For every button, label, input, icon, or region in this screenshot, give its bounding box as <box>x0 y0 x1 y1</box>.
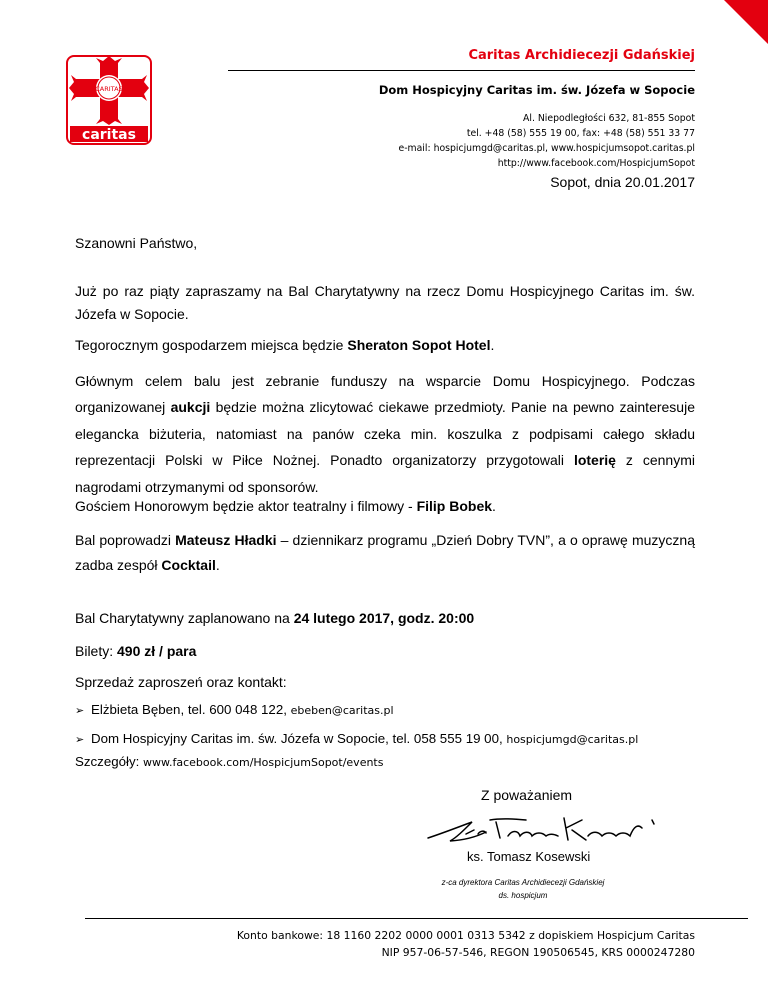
details-url[interactable]: www.facebook.com/HospicjumSopot/events <box>143 756 384 769</box>
bank-account: Konto bankowe: 18 1160 2202 0000 0001 0313 5342 z dopiskiem Hospicjum Caritas <box>236 929 695 942</box>
lottery-word: loterię <box>573 452 616 469</box>
paragraph-venue: Tegorocznym gospodarzem miejsca będzie Sheraton Sopot Hotel. <box>75 337 495 353</box>
auction-word: aukcji <box>170 399 211 416</box>
list-item: ➢ Elżbieta Bęben, tel. 600 048 122, ebeben@caritas.pl <box>75 702 394 717</box>
logo-wordmark: caritas <box>82 127 136 143</box>
signatory-name: ks. Tomasz Kosewski <box>467 849 591 864</box>
arrow-bullet-icon: ➢ <box>75 734 85 746</box>
host-name: Mateusz Hładki <box>175 532 277 548</box>
address-line: Al. Niepodległości 632, 81-855 Sopot <box>523 113 695 124</box>
email-line[interactable]: e-mail: hospicjumgd@caritas.pl, www.hospicjumsopot.caritas.pl <box>398 143 695 154</box>
guest-name: Filip Bobek <box>416 498 493 514</box>
paragraph-guest: Gościem Honorowym będzie aktor teatralny i filmowy - Filip Bobek. <box>75 498 496 514</box>
contact-email[interactable]: hospicjumgd@caritas.pl <box>506 733 639 746</box>
registration-numbers: NIP 957-06-57-546, REGON 190506545, KRS 0000247280 <box>381 946 695 959</box>
venue-name: Sheraton Sopot Hotel <box>347 337 491 353</box>
signatory-department: ds. hospicjum <box>498 891 548 900</box>
details-line: Szczegóły: www.facebook.com/HospicjumSopot/events <box>75 754 384 769</box>
band-name: Cocktail <box>161 556 216 573</box>
paragraph-goal: Głównym celem balu jest zebranie funduszy na wsparcie Domu Hospicyjnego. Podczas organizowanej aukcji będzie można zlicytować ciekawe przedmioty. Panie na pewno zainteresuje elegancka biżuteria, natomiast na panów czeka min. koszulka z podpisami całego składu reprezentacji Polski w Piłce Nożnej. Ponadto organizatorzy przygotowali loterię z cennymi nagrodami otrzymanymi od sponsorów. <box>75 373 695 495</box>
list-item: ➢ Dom Hospicyjny Caritas im. św. Józefa w Sopocie, tel. 058 555 19 00, hospicjumgd@caritas.pl <box>75 731 639 746</box>
event-datetime: 24 lutego 2017, godz. 20:00 <box>293 610 475 626</box>
contact-email[interactable]: ebeben@caritas.pl <box>290 704 394 717</box>
caritas-logo <box>66 55 152 145</box>
greeting: Szanowni Państwo, <box>75 235 198 251</box>
logo-seal-text: CARITAS <box>95 85 123 93</box>
paragraph-host: Bal poprowadzi Mateusz Hładki – dziennikarz programu „Dzień Dobry TVN”, a o oprawę muzyczną zadba zespół Cocktail. <box>75 532 695 573</box>
footer-divider <box>85 918 748 919</box>
address-block <box>398 111 695 171</box>
facebook-line[interactable]: http://www.facebook.com/HospicjumSopot <box>497 158 695 169</box>
ticket-price: 490 zł / para <box>117 643 197 659</box>
paragraph-tickets: Bilety: 490 zł / para <box>75 643 197 659</box>
paragraph-date: Bal Charytatywny zaplanowano na 24 lutego 2017, godz. 20:00 <box>75 610 475 626</box>
header-divider <box>228 70 695 71</box>
org-name: Caritas Archidiecezji Gdańskiej <box>468 48 695 63</box>
paragraph-intro: Już po raz piąty zapraszamy na Bal Charytatywny na rzecz Domu Hospicyjnego Caritas im. św. Józefa w Sopocie. <box>75 283 695 322</box>
paragraph-contact-intro: Sprzedaż zaproszeń oraz kontakt: <box>75 674 287 690</box>
signatory-role: z-ca dyrektora Caritas Archidiecezji Gdańskiej <box>441 878 605 887</box>
letter-date: Sopot, dnia 20.01.2017 <box>550 174 695 190</box>
closing-phrase: Z poważaniem <box>481 787 573 803</box>
handwritten-signature <box>426 812 658 848</box>
phone-line: tel. +48 (58) 555 19 00, fax: +48 (58) 551 33 77 <box>466 128 695 139</box>
arrow-bullet-icon: ➢ <box>75 705 85 717</box>
house-name: Dom Hospicyjny Caritas im. św. Józefa w Sopocie <box>378 83 695 97</box>
footer <box>237 927 695 961</box>
corner-accent <box>724 0 768 44</box>
